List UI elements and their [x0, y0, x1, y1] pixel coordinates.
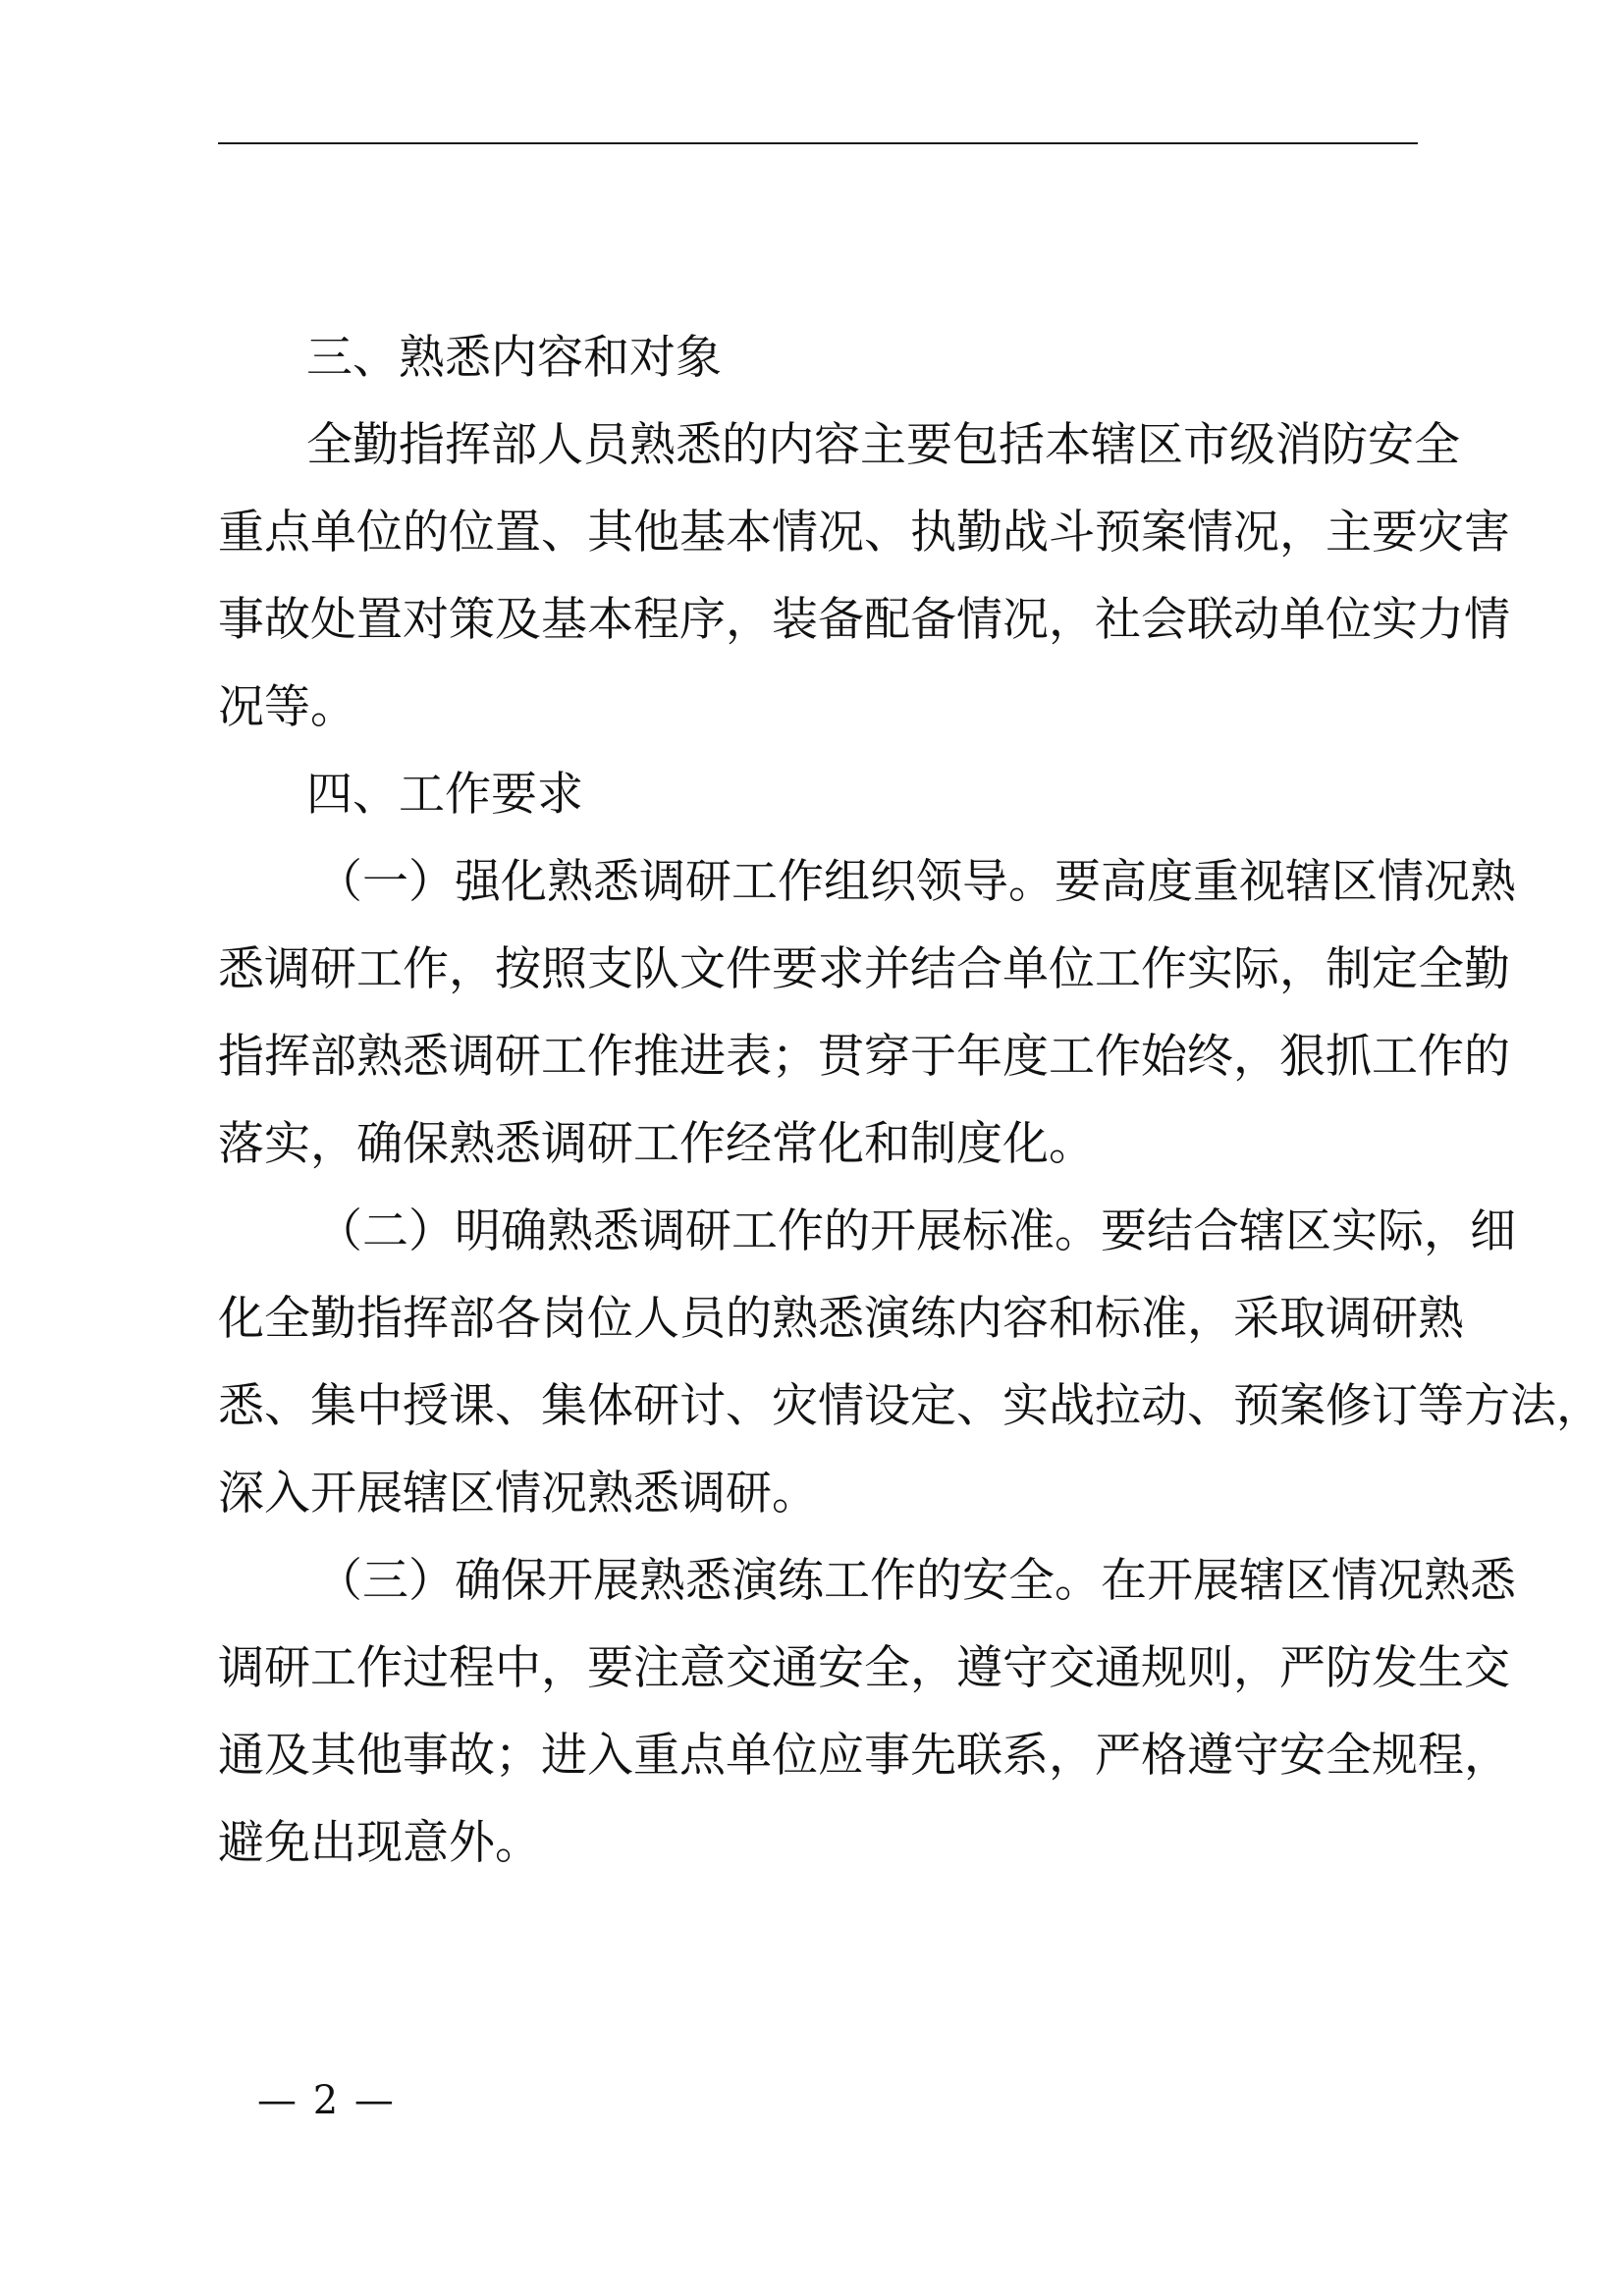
paragraph-line: 事故处置对策及基本程序，装备配备情况，社会联动单位实力情 — [218, 593, 1510, 647]
paragraph-line: 通及其他事故；进入重点单位应事先联系，严格遵守安全规程， — [218, 1729, 1510, 1783]
page-number: — 2 — — [257, 2078, 396, 2123]
paragraph-line: 深入开展辖区情况熟悉调研。 — [218, 1467, 818, 1521]
paragraph-line: 悉、集中授课、集体研讨、灾情设定、实战拉动、预案修订等方法， — [218, 1379, 1602, 1433]
paragraph-line: 化全勤指挥部各岗位人员的熟悉演练内容和标准，采取调研熟 — [218, 1292, 1464, 1346]
paragraph-line: 全勤指挥部人员熟悉的内容主要包括本辖区市级消防安全 — [306, 418, 1460, 472]
header-rule — [218, 142, 1418, 144]
section-heading: 三、熟悉内容和对象 — [306, 331, 722, 385]
paragraph-line: 指挥部熟悉调研工作推进表；贯穿于年度工作始终，狠抓工作的 — [218, 1030, 1510, 1084]
paragraph-line: （二）明确熟悉调研工作的开展标准。要结合辖区实际，细 — [316, 1204, 1516, 1258]
document-body — [218, 314, 1602, 1887]
paragraph-line: 调研工作过程中，要注意交通安全，遵守交通规则，严防发生交 — [218, 1641, 1510, 1695]
paragraph-line: 况等。 — [218, 680, 356, 734]
paragraph-line: 避免出现意外。 — [218, 1816, 541, 1870]
paragraph-line: 重点单位的位置、其他基本情况、执勤战斗预案情况，主要灾害 — [218, 506, 1510, 560]
paragraph-line: （一）强化熟悉调研工作组织领导。要高度重视辖区情况熟 — [316, 855, 1516, 909]
paragraph-line: （三）确保开展熟悉演练工作的安全。在开展辖区情况熟悉 — [316, 1554, 1516, 1608]
paragraph-line: 落实，确保熟悉调研工作经常化和制度化。 — [218, 1117, 1095, 1171]
section-heading: 四、工作要求 — [306, 768, 583, 822]
paragraph-line: 悉调研工作，按照支队文件要求并结合单位工作实际，制定全勤 — [218, 942, 1510, 996]
